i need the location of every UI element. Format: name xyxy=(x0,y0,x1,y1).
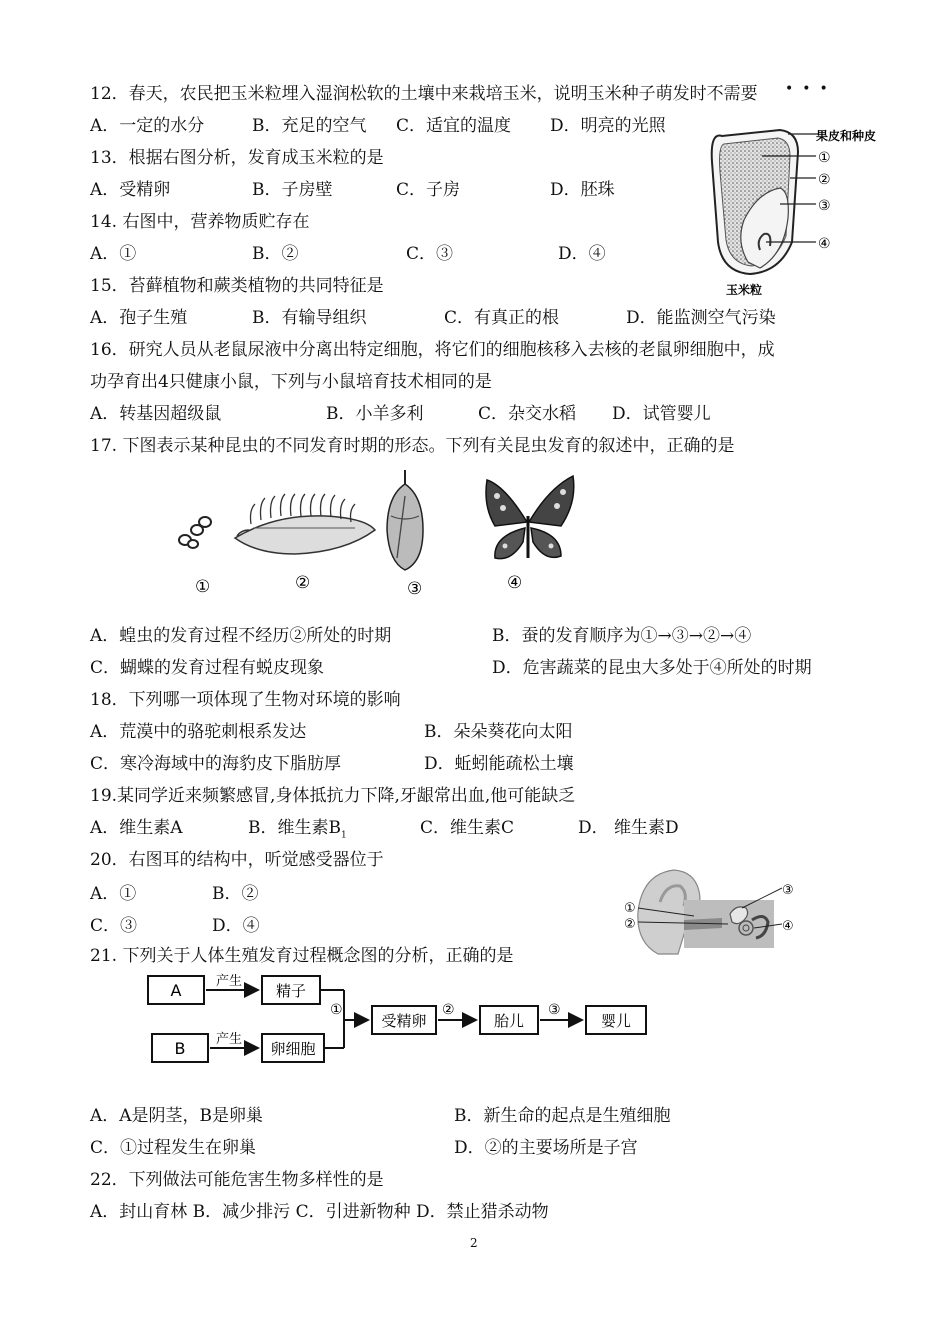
q15-stem: 15．苔藓植物和蕨类植物的共同特征是 xyxy=(90,276,384,296)
concept-box-sperm: 精子 xyxy=(275,982,307,1000)
insect-marker-4: ④ xyxy=(507,573,523,593)
q20-option-c: C．③ xyxy=(90,916,138,936)
corn-label-pericarp: 果皮和种皮 xyxy=(816,129,877,143)
q14-option-a: A．① xyxy=(90,244,137,264)
q16-option-b: B．小羊多利 xyxy=(326,404,424,424)
q18-option-c: C．寒冷海域中的海豹皮下脂肪厚 xyxy=(90,754,342,774)
concept-step-3: ③ xyxy=(548,1002,561,1018)
q14-option-b: B．② xyxy=(252,244,299,264)
concept-box-egg: 卵细胞 xyxy=(270,1040,316,1058)
insect-marker-3: ③ xyxy=(407,579,423,599)
corn-marker-3: ③ xyxy=(818,198,831,214)
insect-marker-1: ① xyxy=(195,577,211,597)
ear-marker-2: ② xyxy=(624,917,636,932)
produce-label-top: 产生 xyxy=(216,974,243,989)
q12-option-c: C．适宜的温度 xyxy=(396,116,512,136)
q12-stem: 12．春天，农民把玉米粒埋入湿润松软的土壤中来栽培玉米，说明玉米种子萌发时不需要 xyxy=(90,84,758,104)
corn-marker-2: ② xyxy=(818,172,831,188)
ear-marker-1: ① xyxy=(624,901,636,916)
q19-option-a: A．维生素A xyxy=(90,818,183,838)
ear-structure-figure xyxy=(618,862,803,962)
q15-option-d: D．能监测空气污染 xyxy=(626,308,776,328)
corn-marker-4: ④ xyxy=(818,236,831,252)
concept-step-2: ② xyxy=(442,1002,455,1018)
q13-option-c: C．子房 xyxy=(396,180,461,200)
concept-box-b: B xyxy=(174,1039,186,1058)
q16-option-c: C．杂交水稻 xyxy=(478,404,577,424)
concept-step-1: ① xyxy=(330,1002,343,1018)
q13-option-a: A．受精卵 xyxy=(90,180,171,200)
q18-stem: 18．下列哪一项体现了生物对环境的影响 xyxy=(90,690,401,710)
q19-option-b-text: B．维生素B xyxy=(248,818,341,838)
q15-option-c: C．有真正的根 xyxy=(444,308,560,328)
produce-label-bottom: 产生 xyxy=(216,1032,243,1047)
insect-marker-2: ② xyxy=(295,573,311,593)
q16-stem-line2: 功孕育出4只健康小鼠，下列与小鼠培育技术相同的是 xyxy=(90,372,492,392)
concept-box-baby: 婴儿 xyxy=(600,1012,632,1030)
larva-stage-drawing xyxy=(235,494,375,554)
corn-marker-1: ① xyxy=(818,150,831,166)
concept-box-a: A xyxy=(170,981,182,1000)
q12-option-b: B．充足的空气 xyxy=(252,116,367,136)
concept-box-fetus: 胎儿 xyxy=(493,1012,525,1030)
concept-box-zygote: 受精卵 xyxy=(381,1012,427,1030)
ear-marker-3: ③ xyxy=(782,883,794,898)
ear-marker-4: ④ xyxy=(782,919,794,934)
corn-kernel-figure xyxy=(700,122,877,300)
q21-stem: 21. 下列关于人体生殖发育过程概念图的分析，正确的是 xyxy=(90,946,514,966)
q19-option-d: D． 维生素D xyxy=(578,818,679,838)
q16-option-a: A．转基因超级鼠 xyxy=(90,404,222,424)
q17-option-c: C．蝴蝶的发育过程有蜕皮现象 xyxy=(90,658,325,678)
q17-option-a: A．蝗虫的发育过程不经历②所处的时期 xyxy=(90,626,392,646)
q12-option-d: D．明亮的光照 xyxy=(550,116,666,136)
q20-option-b: B．② xyxy=(212,884,259,904)
q13-option-d: D．胚珠 xyxy=(550,180,615,200)
q20-stem: 20．右图耳的结构中，听觉感受器位于 xyxy=(90,850,384,870)
q16-stem-line1: 16．研究人员从老鼠尿液中分离出特定细胞，将它们的细胞核移入去核的老鼠卵细胞中，成 xyxy=(90,340,775,360)
q22-stem: 22．下列做法可能危害生物多样性的是 xyxy=(90,1170,384,1190)
q18-option-d: D．蚯蚓能疏松土壤 xyxy=(424,754,574,774)
q21-option-d: D．②的主要场所是子宫 xyxy=(454,1138,638,1158)
adult-stage-drawing xyxy=(486,476,574,559)
reproduction-concept-map xyxy=(140,970,660,1070)
emphasis-dots: ••• xyxy=(785,81,837,97)
q21-option-a: A．A是阴茎，B是卵巢 xyxy=(90,1106,264,1126)
pupa-stage-drawing xyxy=(387,470,423,570)
q17-option-b: B．蚕的发育顺序为①→③→②→④ xyxy=(492,626,752,646)
q20-option-a: A．① xyxy=(90,884,137,904)
q14-stem: 14. 右图中，营养物质贮存在 xyxy=(90,212,310,232)
q18-option-b: B．朵朵葵花向太阳 xyxy=(424,722,573,742)
q13-option-b: B．子房壁 xyxy=(252,180,333,200)
q19-stem: 19.某同学近来频繁感冒,身体抵抗力下降,牙龈常出血,他可能缺乏 xyxy=(90,786,576,806)
q21-option-c: C．①过程发生在卵巢 xyxy=(90,1138,257,1158)
q22-options: A．封山育林 B．减少排污 C．引进新物种 D．禁止猎杀动物 xyxy=(90,1202,549,1222)
egg-stage-drawing xyxy=(179,517,211,548)
q15-option-b: B．有输导组织 xyxy=(252,308,367,328)
insect-stages-figure xyxy=(165,466,595,600)
q12-option-a: A．一定的水分 xyxy=(90,116,205,136)
q19-option-c: C．维生素C xyxy=(420,818,515,838)
q19-option-b xyxy=(248,816,347,847)
q18-option-a: A．荒漠中的骆驼刺根系发达 xyxy=(90,722,307,742)
q16-option-d: D．试管婴儿 xyxy=(612,404,711,424)
corn-caption: 玉米粒 xyxy=(726,283,763,297)
q15-option-a: A．孢子生殖 xyxy=(90,308,188,328)
q17-stem: 17. 下图表示某种昆虫的不同发育时期的形态。下列有关昆虫发育的叙述中，正确的是 xyxy=(90,436,735,456)
q21-option-b: B．新生命的起点是生殖细胞 xyxy=(454,1106,671,1126)
q17-option-d: D．危害蔬菜的昆虫大多处于④所处的时期 xyxy=(492,658,812,678)
q19-option-b-subscript: 1 xyxy=(341,830,347,841)
q20-option-d: D．④ xyxy=(212,916,260,936)
q14-option-c: C．③ xyxy=(406,244,454,264)
q13-stem: 13．根据右图分析，发育成玉米粒的是 xyxy=(90,148,384,168)
q14-option-d: D．④ xyxy=(558,244,606,264)
page-number: 2 xyxy=(470,1236,478,1250)
